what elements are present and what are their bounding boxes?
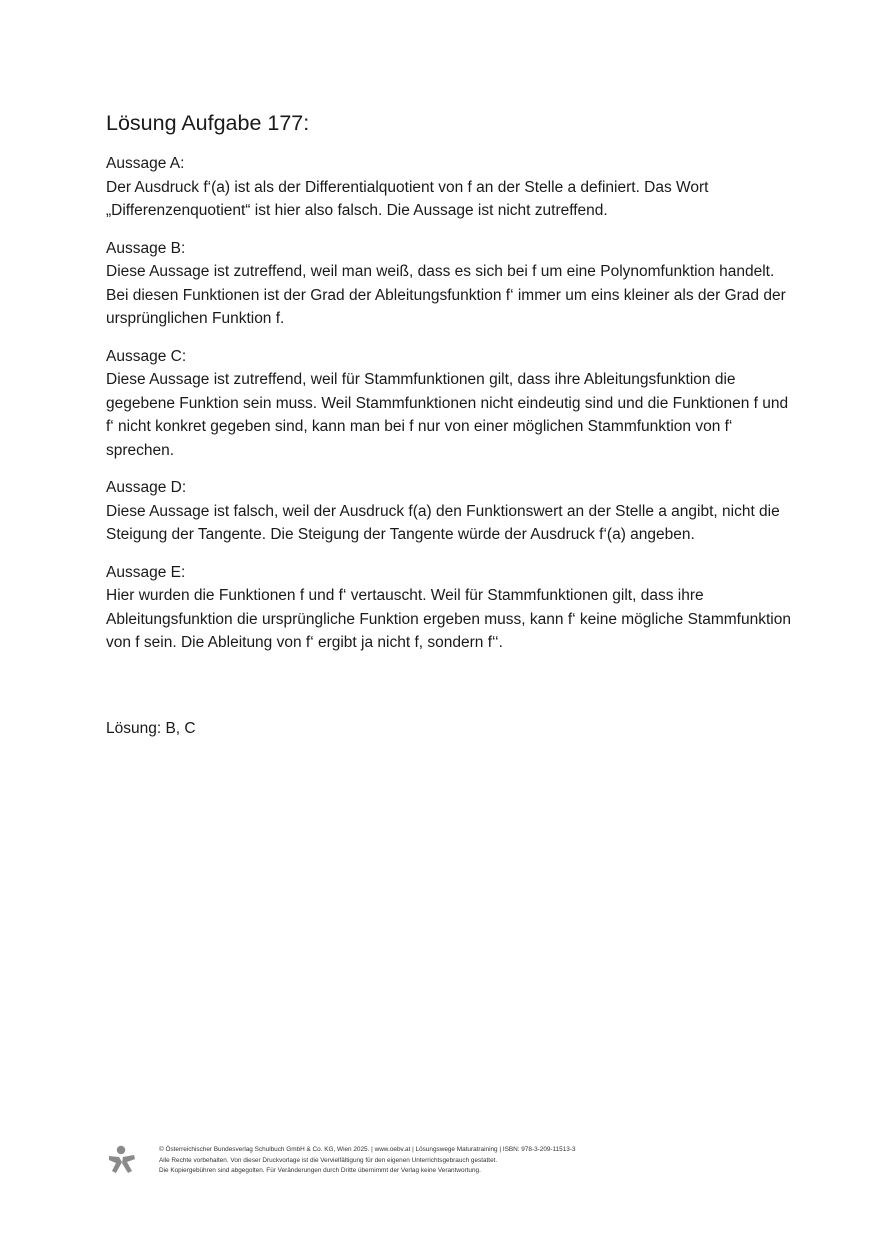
page-footer <box>106 1143 806 1183</box>
statement-e <box>106 561 796 655</box>
statement-label: Aussage D: <box>106 479 187 496</box>
page-content <box>106 108 796 669</box>
page-title: Lösung Aufgabe 177: <box>106 111 310 135</box>
footer-rights: Alle Rechte vorbehalten. Von dieser Druckvorlage ist die Vervielfältigung für den eigenen Unterrichtsgebrauch gestattet. <box>159 1156 498 1164</box>
footer-disclaimer: Die Kopiergebühren sind abgegolten. Für Veränderungen durch Dritte übernimmt der Verlag keine Verantwortung. <box>159 1167 481 1174</box>
statement-text: Hier wurden die Funktionen f und f‘ vertauscht. Weil für Stammfunktionen gilt, dass ihre Ableitungsfunktion die ursprüngliche Funktion ergeben muss, kann f‘ keine mögliche Stammfunktion von f sein. Die Ableitung von f‘ ergibt ja nicht f, sondern f‘‘. <box>106 587 791 651</box>
statement-label: Aussage A: <box>106 155 185 172</box>
statement-label: Aussage B: <box>106 239 186 257</box>
oebv-logo-icon <box>106 1145 136 1175</box>
statement-a <box>106 152 796 223</box>
footer-copyright: © Österreichischer Bundesverlag Schulbuch GmbH & Co. KG, Wien 2025. | www.oebv.at | Lösungswege Maturatraining | ISBN: 978-3-209-11513-3 <box>159 1146 576 1153</box>
statement-text: Diese Aussage ist falsch, weil der Ausdruck f(a) den Funktionswert an der Stelle a angibt, nicht die Steigung der Tangente. Die Steigung der Tangente würde der Ausdruck f‘(a) angeben. <box>106 502 780 543</box>
statement-label: Aussage C: <box>106 347 187 365</box>
statement-label: Aussage E: <box>106 563 186 581</box>
statement-text: Der Ausdruck f‘(a) ist als der Differentialquotient von f an der Stelle a definiert. Das Wort „Differenzenquotient“ ist hier also falsch. Die Aussage ist nicht zutreffend. <box>106 178 709 219</box>
statement-c <box>106 345 796 463</box>
solution-text: Lösung: B, C <box>106 720 196 737</box>
statement-text: Diese Aussage ist zutreffend, weil für Stammfunktionen gilt, dass ihre Ableitungsfunktion die gegebene Funktion sein muss. Weil Stammfunktionen nicht eindeutig sind und die Funktionen f und f‘ nicht konkret gegeben sind, kann man bei f nur von einer möglichen Stammfunktion von f‘ sprechen. <box>106 371 789 459</box>
footer-text <box>159 1145 576 1177</box>
statement-text: Diese Aussage ist zutreffend, weil man weiß, dass es sich bei f um eine Polynomfunktion handelt. Bei diesen Funktionen ist der Grad der Ableitungsfunktion f‘ immer um eins kleiner als der Grad der ursprünglichen Funktion f. <box>106 263 786 327</box>
statement-b <box>106 237 796 331</box>
statement-d <box>106 476 796 547</box>
